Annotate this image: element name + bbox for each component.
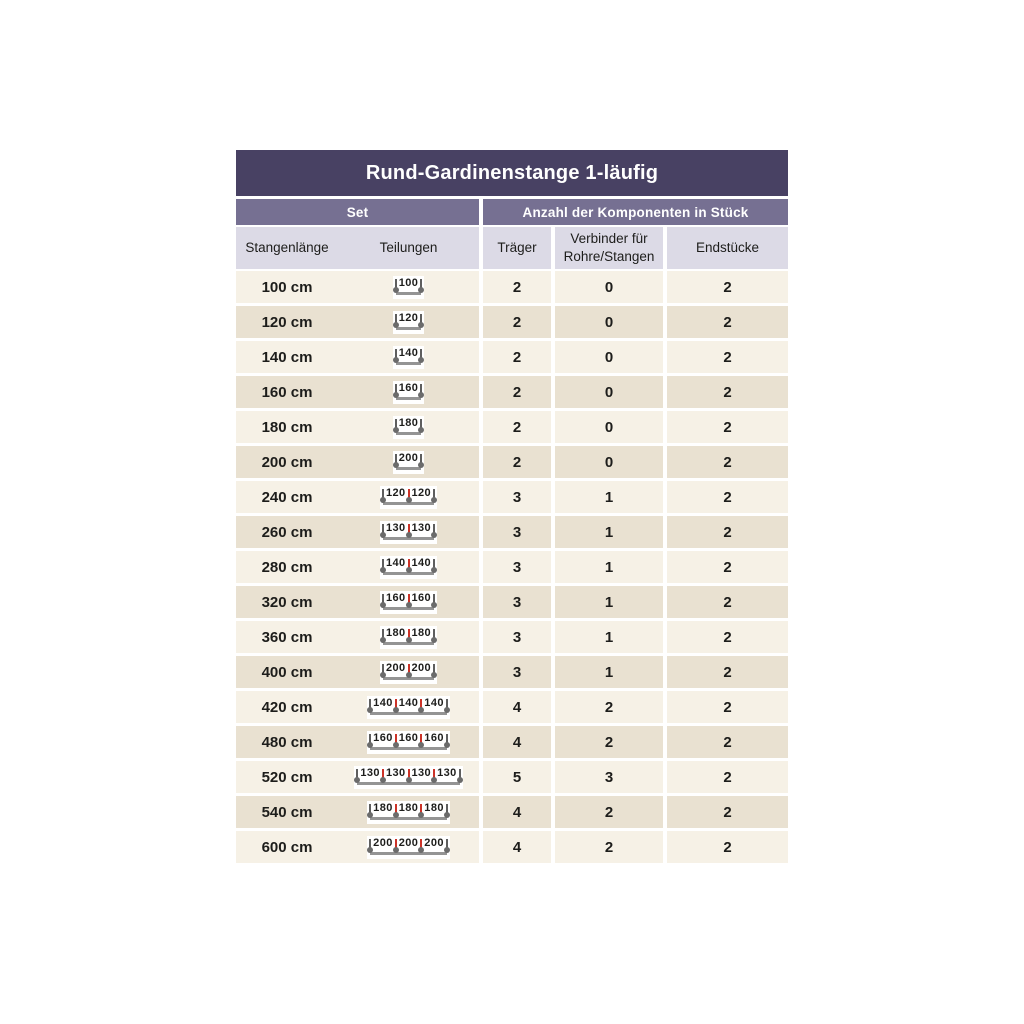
rod-division-diagram (380, 626, 437, 649)
verbinder-count: 0 (555, 271, 663, 303)
verbinder-count: 2 (555, 796, 663, 828)
rod-division-diagram (367, 801, 450, 824)
table-row (236, 516, 788, 548)
table-title-bar (236, 150, 788, 196)
rod-end-tick-icon (433, 664, 435, 676)
traeger-count: 4 (483, 796, 551, 828)
segment-length-value: 140 (373, 696, 393, 709)
column-header-teilungen: Teilungen (379, 240, 438, 256)
set-cell (236, 306, 479, 338)
table-row (236, 726, 788, 758)
verbinder-count: 2 (555, 831, 663, 863)
teilungen-cell (338, 556, 479, 579)
rod-length-value: 280 cm (261, 558, 313, 576)
table-row (236, 586, 788, 618)
traeger-count: 2 (483, 306, 551, 338)
endstuecke-count: 2 (667, 446, 788, 478)
rod-division-diagram (380, 556, 437, 579)
verbinder-count: 0 (555, 411, 663, 443)
endstuecke-count: 2 (667, 726, 788, 758)
traeger-count: 4 (483, 726, 551, 758)
rod-length-value: 140 cm (261, 348, 313, 366)
segment-length-value: 130 (411, 521, 432, 534)
rod-division-diagram (393, 311, 425, 334)
rod-length-value: 120 cm (261, 313, 313, 331)
rod-end-tick-icon (446, 699, 448, 711)
table-row (236, 761, 788, 793)
segment-length-value: 180 (385, 626, 406, 639)
verbinder-count: 2 (555, 726, 663, 758)
rod-length-value: 480 cm (261, 733, 313, 751)
set-cell (236, 481, 479, 513)
traeger-count: 2 (483, 271, 551, 303)
rod-bar-icon (396, 467, 422, 470)
rod-end-tick-icon (420, 454, 422, 466)
endstuecke-count: 2 (667, 761, 788, 793)
rod-division-diagram (380, 661, 437, 684)
rod-end-tick-icon (420, 279, 422, 291)
rod-division-diagram (380, 591, 437, 614)
segment-length-value: 130 (437, 766, 457, 779)
rod-end-tick-icon (433, 559, 435, 571)
rod-end-tick-icon (459, 769, 461, 781)
segment-length-value: 200 (385, 661, 406, 674)
traeger-count: 2 (483, 341, 551, 373)
rod-division-diagram (393, 416, 425, 439)
rod-division-diagram (393, 346, 425, 369)
segment-length-value: 160 (373, 731, 393, 744)
segment-length-value: 130 (360, 766, 380, 779)
rod-end-tick-icon (446, 804, 448, 816)
table-row (236, 271, 788, 303)
segment-length-value: 200 (398, 451, 419, 464)
teilungen-cell (338, 661, 479, 684)
rod-division-diagram (354, 766, 462, 789)
teilungen-cell (338, 836, 479, 859)
table-row (236, 376, 788, 408)
segment-length-value: 160 (398, 381, 419, 394)
teilungen-cell (338, 346, 479, 369)
teilungen-cell (338, 766, 479, 789)
traeger-count: 2 (483, 411, 551, 443)
teilungen-cell (338, 626, 479, 649)
rod-bar-icon (396, 397, 422, 400)
segment-length-value: 140 (398, 696, 419, 709)
rod-end-tick-icon (446, 734, 448, 746)
rod-end-tick-icon (433, 594, 435, 606)
segment-length-value: 120 (385, 486, 406, 499)
endstuecke-count: 2 (667, 621, 788, 653)
segment-length-value: 200 (424, 836, 444, 849)
set-cell (236, 551, 479, 583)
verbinder-count: 1 (555, 481, 663, 513)
rod-bar-icon (370, 747, 447, 750)
endstuecke-count: 2 (667, 516, 788, 548)
teilungen-cell (338, 311, 479, 334)
table-title: Rund-Gardinenstange 1-läufig (365, 161, 659, 184)
endstuecke-count: 2 (667, 341, 788, 373)
rod-bar-icon (396, 432, 422, 435)
teilungen-cell (338, 521, 479, 544)
endstuecke-count: 2 (667, 481, 788, 513)
table-row (236, 411, 788, 443)
set-cell (236, 376, 479, 408)
segment-length-value: 140 (424, 696, 444, 709)
rod-division-diagram (380, 521, 437, 544)
rod-length-value: 600 cm (261, 838, 313, 856)
teilungen-cell (338, 381, 479, 404)
traeger-count: 4 (483, 691, 551, 723)
rod-end-tick-icon (420, 384, 422, 396)
segment-length-value: 120 (411, 486, 432, 499)
segment-length-value: 200 (373, 836, 393, 849)
rod-division-diagram (393, 451, 425, 474)
traeger-count: 3 (483, 551, 551, 583)
group-header-row (236, 199, 788, 225)
rod-length-value: 520 cm (261, 768, 313, 786)
column-header-endstuecke: Endstücke (667, 227, 788, 269)
set-cell (236, 271, 479, 303)
column-header-stangenlaenge: Stangenlänge (245, 240, 329, 256)
table-row (236, 481, 788, 513)
column-header-verbinder: Verbinder für Rohre/Stangen (555, 227, 663, 269)
rod-division-diagram (367, 731, 450, 754)
set-cell (236, 516, 479, 548)
endstuecke-count: 2 (667, 656, 788, 688)
traeger-count: 4 (483, 831, 551, 863)
table-body (236, 271, 788, 863)
segment-length-value: 180 (424, 801, 444, 814)
set-cell (236, 341, 479, 373)
segment-length-value: 130 (385, 521, 406, 534)
verbinder-count: 2 (555, 691, 663, 723)
rod-end-tick-icon (433, 489, 435, 501)
segment-length-value: 160 (385, 591, 406, 604)
endstuecke-count: 2 (667, 306, 788, 338)
rod-division-diagram (367, 696, 450, 719)
column-header-row (236, 227, 788, 269)
rod-division-diagram (393, 276, 425, 299)
set-cell (236, 411, 479, 443)
traeger-count: 2 (483, 376, 551, 408)
rod-length-value: 260 cm (261, 523, 313, 541)
set-cell (236, 446, 479, 478)
traeger-count: 2 (483, 446, 551, 478)
set-cell (236, 621, 479, 653)
rod-end-tick-icon (420, 314, 422, 326)
group-header-components: Anzahl der Komponenten in Stück (483, 199, 788, 225)
rod-length-value: 100 cm (261, 278, 313, 296)
rod-end-tick-icon (433, 629, 435, 641)
segment-length-value: 140 (398, 346, 419, 359)
traeger-count: 3 (483, 586, 551, 618)
table-row (236, 656, 788, 688)
set-cell (236, 656, 479, 688)
teilungen-cell (338, 801, 479, 824)
table-row (236, 446, 788, 478)
teilungen-cell (338, 731, 479, 754)
segment-length-value: 140 (385, 556, 406, 569)
verbinder-count: 1 (555, 551, 663, 583)
segment-length-value: 180 (373, 801, 393, 814)
set-cell (236, 691, 479, 723)
teilungen-cell (338, 451, 479, 474)
rod-end-tick-icon (420, 349, 422, 361)
rod-bar-icon (396, 327, 422, 330)
rod-bar-icon (396, 362, 422, 365)
segment-length-value: 200 (398, 836, 419, 849)
column-header-set-group (236, 227, 479, 269)
set-cell (236, 586, 479, 618)
rod-bar-icon (396, 292, 422, 295)
set-cell (236, 726, 479, 758)
endstuecke-count: 2 (667, 796, 788, 828)
rod-end-tick-icon (446, 839, 448, 851)
table-row (236, 831, 788, 863)
endstuecke-count: 2 (667, 586, 788, 618)
rod-end-tick-icon (433, 524, 435, 536)
rod-length-value: 240 cm (261, 488, 313, 506)
group-header-set: Set (236, 199, 479, 225)
rod-bar-icon (370, 817, 447, 820)
segment-length-value: 120 (398, 311, 419, 324)
verbinder-count: 1 (555, 656, 663, 688)
teilungen-cell (338, 591, 479, 614)
segment-length-value: 180 (398, 801, 419, 814)
rod-bar-icon (370, 712, 447, 715)
verbinder-count: 3 (555, 761, 663, 793)
endstuecke-count: 2 (667, 271, 788, 303)
segment-length-value: 180 (398, 416, 419, 429)
table-row (236, 796, 788, 828)
rod-length-value: 320 cm (261, 593, 313, 611)
rod-bar-icon (370, 852, 447, 855)
rod-division-diagram (393, 381, 425, 404)
segment-length-value: 140 (411, 556, 432, 569)
rod-length-value: 420 cm (261, 698, 313, 716)
rod-length-value: 200 cm (261, 453, 313, 471)
segment-length-value: 160 (411, 591, 432, 604)
set-cell (236, 831, 479, 863)
traeger-count: 5 (483, 761, 551, 793)
table-row (236, 551, 788, 583)
segment-length-value: 160 (398, 731, 419, 744)
set-cell (236, 796, 479, 828)
endstuecke-count: 2 (667, 551, 788, 583)
teilungen-cell (338, 696, 479, 719)
teilungen-cell (338, 486, 479, 509)
endstuecke-count: 2 (667, 691, 788, 723)
table-row (236, 341, 788, 373)
verbinder-count: 0 (555, 341, 663, 373)
segment-length-value: 100 (398, 276, 419, 289)
table-row (236, 621, 788, 653)
rod-division-diagram (380, 486, 437, 509)
segment-length-value: 130 (411, 766, 432, 779)
segment-length-value: 130 (385, 766, 406, 779)
rod-division-diagram (367, 836, 450, 859)
teilungen-cell (338, 416, 479, 439)
traeger-count: 3 (483, 516, 551, 548)
verbinder-count: 1 (555, 621, 663, 653)
product-spec-table (236, 150, 788, 866)
rod-end-tick-icon (420, 419, 422, 431)
verbinder-count: 1 (555, 516, 663, 548)
rod-length-value: 400 cm (261, 663, 313, 681)
traeger-count: 3 (483, 621, 551, 653)
set-cell (236, 761, 479, 793)
segment-length-value: 200 (411, 661, 432, 674)
verbinder-count: 0 (555, 446, 663, 478)
verbinder-count: 0 (555, 376, 663, 408)
endstuecke-count: 2 (667, 831, 788, 863)
rod-length-value: 160 cm (261, 383, 313, 401)
rod-length-value: 540 cm (261, 803, 313, 821)
table-row (236, 306, 788, 338)
verbinder-count: 1 (555, 586, 663, 618)
traeger-count: 3 (483, 481, 551, 513)
rod-length-value: 180 cm (261, 418, 313, 436)
segment-length-value: 180 (411, 626, 432, 639)
endstuecke-count: 2 (667, 411, 788, 443)
column-header-traeger: Träger (483, 227, 551, 269)
verbinder-count: 0 (555, 306, 663, 338)
segment-length-value: 160 (424, 731, 444, 744)
teilungen-cell (338, 276, 479, 299)
endstuecke-count: 2 (667, 376, 788, 408)
rod-length-value: 360 cm (261, 628, 313, 646)
table-row (236, 691, 788, 723)
traeger-count: 3 (483, 656, 551, 688)
